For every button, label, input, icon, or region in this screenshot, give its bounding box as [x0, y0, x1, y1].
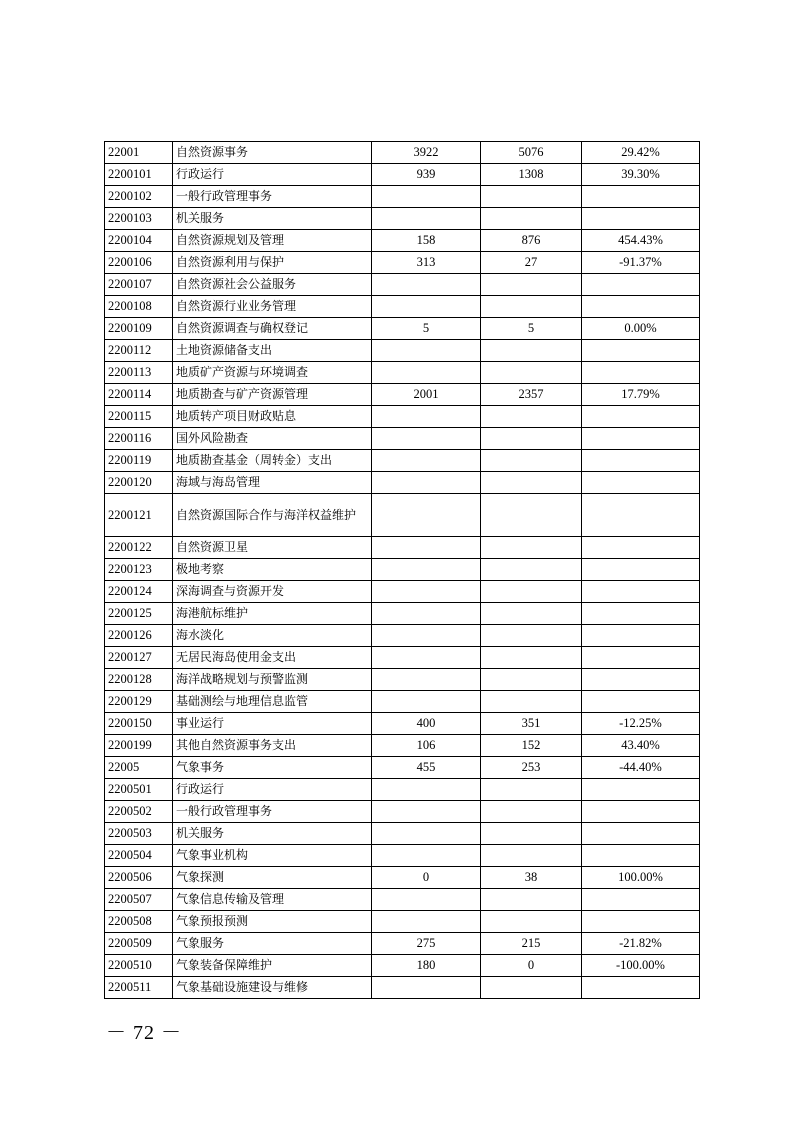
table-row	[105, 625, 700, 647]
change-rate-cell: -44.40%	[582, 757, 700, 779]
current-amount-cell	[481, 362, 582, 384]
current-amount-cell	[481, 801, 582, 823]
item-code-cell: 2200114	[105, 384, 173, 406]
current-amount-cell	[481, 472, 582, 494]
prev-year-amount-cell: 400	[372, 713, 481, 735]
item-code-cell: 2200506	[105, 867, 173, 889]
item-code-cell: 2200121	[105, 494, 173, 537]
item-name-cell: 海域与海岛管理	[173, 472, 372, 494]
item-name-cell: 自然资源行业业务管理	[173, 296, 372, 318]
prev-year-amount-cell: 2001	[372, 384, 481, 406]
table-row	[105, 713, 700, 735]
item-code-cell: 2200124	[105, 581, 173, 603]
current-amount-cell: 253	[481, 757, 582, 779]
table-row	[105, 955, 700, 977]
change-rate-cell	[582, 669, 700, 691]
prev-year-amount-cell	[372, 581, 481, 603]
change-rate-cell	[582, 581, 700, 603]
change-rate-cell	[582, 494, 700, 537]
item-name-cell: 一般行政管理事务	[173, 801, 372, 823]
table-row	[105, 867, 700, 889]
current-amount-cell: 876	[481, 230, 582, 252]
table-row	[105, 647, 700, 669]
prev-year-amount-cell	[372, 450, 481, 472]
prev-year-amount-cell: 939	[372, 164, 481, 186]
table-row	[105, 384, 700, 406]
item-code-cell: 2200129	[105, 691, 173, 713]
change-rate-cell	[582, 823, 700, 845]
item-code-cell: 2200199	[105, 735, 173, 757]
change-rate-cell	[582, 801, 700, 823]
change-rate-cell: 43.40%	[582, 735, 700, 757]
table-row	[105, 208, 700, 230]
prev-year-amount-cell	[372, 428, 481, 450]
table-row	[105, 735, 700, 757]
current-amount-cell	[481, 208, 582, 230]
prev-year-amount-cell: 106	[372, 735, 481, 757]
item-code-cell: 2200104	[105, 230, 173, 252]
change-rate-cell	[582, 559, 700, 581]
item-code-cell: 2200128	[105, 669, 173, 691]
item-code-cell: 2200122	[105, 537, 173, 559]
item-name-cell: 行政运行	[173, 779, 372, 801]
item-name-cell: 海洋战略规划与预警监测	[173, 669, 372, 691]
table-row	[105, 779, 700, 801]
prev-year-amount-cell	[372, 208, 481, 230]
table-row	[105, 362, 700, 384]
prev-year-amount-cell	[372, 889, 481, 911]
change-rate-cell	[582, 603, 700, 625]
table-row	[105, 230, 700, 252]
item-name-cell: 土地资源储备支出	[173, 340, 372, 362]
current-amount-cell	[481, 977, 582, 999]
prev-year-amount-cell	[372, 296, 481, 318]
item-name-cell: 气象装备保障维护	[173, 955, 372, 977]
table-row	[105, 889, 700, 911]
item-name-cell: 气象探测	[173, 867, 372, 889]
current-amount-cell	[481, 581, 582, 603]
item-code-cell: 2200125	[105, 603, 173, 625]
current-amount-cell	[481, 296, 582, 318]
item-code-cell: 2200113	[105, 362, 173, 384]
current-amount-cell	[481, 450, 582, 472]
change-rate-cell: -21.82%	[582, 933, 700, 955]
item-name-cell: 机关服务	[173, 823, 372, 845]
prev-year-amount-cell: 313	[372, 252, 481, 274]
item-name-cell: 海港航标维护	[173, 603, 372, 625]
prev-year-amount-cell: 5	[372, 318, 481, 340]
table-row	[105, 472, 700, 494]
current-amount-cell: 5076	[481, 142, 582, 164]
item-name-cell: 机关服务	[173, 208, 372, 230]
item-name-cell: 海水淡化	[173, 625, 372, 647]
budget-table	[104, 141, 700, 999]
change-rate-cell	[582, 647, 700, 669]
item-code-cell: 2200119	[105, 450, 173, 472]
table-row	[105, 603, 700, 625]
prev-year-amount-cell: 0	[372, 867, 481, 889]
current-amount-cell: 1308	[481, 164, 582, 186]
prev-year-amount-cell	[372, 845, 481, 867]
change-rate-cell	[582, 274, 700, 296]
current-amount-cell: 0	[481, 955, 582, 977]
prev-year-amount-cell	[372, 911, 481, 933]
current-amount-cell	[481, 779, 582, 801]
current-amount-cell: 152	[481, 735, 582, 757]
change-rate-cell	[582, 208, 700, 230]
item-name-cell: 行政运行	[173, 164, 372, 186]
item-code-cell: 2200511	[105, 977, 173, 999]
prev-year-amount-cell	[372, 801, 481, 823]
prev-year-amount-cell	[372, 186, 481, 208]
item-code-cell: 2200126	[105, 625, 173, 647]
change-rate-cell	[582, 472, 700, 494]
current-amount-cell	[481, 625, 582, 647]
item-code-cell: 2200103	[105, 208, 173, 230]
item-name-cell: 极地考察	[173, 559, 372, 581]
item-name-cell: 基础测绘与地理信息监管	[173, 691, 372, 713]
current-amount-cell	[481, 845, 582, 867]
prev-year-amount-cell: 455	[372, 757, 481, 779]
table-row	[105, 406, 700, 428]
table-row	[105, 428, 700, 450]
table-body	[105, 142, 700, 999]
table-row	[105, 823, 700, 845]
change-rate-cell: 17.79%	[582, 384, 700, 406]
table-row	[105, 559, 700, 581]
prev-year-amount-cell: 3922	[372, 142, 481, 164]
item-name-cell: 地质矿产资源与环境调查	[173, 362, 372, 384]
change-rate-cell	[582, 186, 700, 208]
current-amount-cell	[481, 537, 582, 559]
item-code-cell: 2200510	[105, 955, 173, 977]
table-row	[105, 977, 700, 999]
change-rate-cell	[582, 362, 700, 384]
item-name-cell: 地质勘查基金（周转金）支出	[173, 450, 372, 472]
current-amount-cell: 38	[481, 867, 582, 889]
current-amount-cell	[481, 559, 582, 581]
current-amount-cell	[481, 186, 582, 208]
item-code-cell: 2200507	[105, 889, 173, 911]
item-code-cell: 2200101	[105, 164, 173, 186]
item-code-cell: 2200116	[105, 428, 173, 450]
item-code-cell: 2200115	[105, 406, 173, 428]
table-row	[105, 801, 700, 823]
change-rate-cell	[582, 625, 700, 647]
prev-year-amount-cell	[372, 603, 481, 625]
current-amount-cell: 215	[481, 933, 582, 955]
current-amount-cell	[481, 494, 582, 537]
change-rate-cell	[582, 845, 700, 867]
item-code-cell: 2200504	[105, 845, 173, 867]
item-name-cell: 气象事务	[173, 757, 372, 779]
prev-year-amount-cell: 158	[372, 230, 481, 252]
current-amount-cell	[481, 406, 582, 428]
current-amount-cell	[481, 669, 582, 691]
item-name-cell: 国外风险勘查	[173, 428, 372, 450]
change-rate-cell: -91.37%	[582, 252, 700, 274]
prev-year-amount-cell	[372, 537, 481, 559]
item-name-cell: 深海调查与资源开发	[173, 581, 372, 603]
current-amount-cell	[481, 428, 582, 450]
table-row	[105, 581, 700, 603]
prev-year-amount-cell	[372, 669, 481, 691]
table-row	[105, 186, 700, 208]
current-amount-cell	[481, 274, 582, 296]
table-row	[105, 164, 700, 186]
item-code-cell: 2200107	[105, 274, 173, 296]
prev-year-amount-cell	[372, 625, 481, 647]
change-rate-cell: 29.42%	[582, 142, 700, 164]
table-row	[105, 933, 700, 955]
item-code-cell: 2200102	[105, 186, 173, 208]
table-row	[105, 318, 700, 340]
item-code-cell: 2200503	[105, 823, 173, 845]
table-row	[105, 691, 700, 713]
current-amount-cell: 351	[481, 713, 582, 735]
table-row	[105, 537, 700, 559]
table-row	[105, 274, 700, 296]
current-amount-cell	[481, 823, 582, 845]
table-row	[105, 845, 700, 867]
item-code-cell: 2200127	[105, 647, 173, 669]
item-name-cell: 地质转产项目财政贴息	[173, 406, 372, 428]
item-name-cell: 自然资源规划及管理	[173, 230, 372, 252]
change-rate-cell: -100.00%	[582, 955, 700, 977]
item-name-cell: 地质勘查与矿产资源管理	[173, 384, 372, 406]
table-row	[105, 252, 700, 274]
table-row	[105, 757, 700, 779]
current-amount-cell	[481, 340, 582, 362]
change-rate-cell	[582, 889, 700, 911]
item-name-cell: 气象预报预测	[173, 911, 372, 933]
item-code-cell: 22001	[105, 142, 173, 164]
item-name-cell: 气象信息传输及管理	[173, 889, 372, 911]
item-code-cell: 2200502	[105, 801, 173, 823]
current-amount-cell: 2357	[481, 384, 582, 406]
change-rate-cell	[582, 340, 700, 362]
item-name-cell: 事业运行	[173, 713, 372, 735]
change-rate-cell: 100.00%	[582, 867, 700, 889]
item-code-cell: 2200108	[105, 296, 173, 318]
prev-year-amount-cell	[372, 274, 481, 296]
page-number: － 72 －	[106, 1022, 182, 1044]
current-amount-cell	[481, 603, 582, 625]
item-name-cell: 自然资源调查与确权登记	[173, 318, 372, 340]
table-row	[105, 296, 700, 318]
change-rate-cell	[582, 406, 700, 428]
prev-year-amount-cell: 275	[372, 933, 481, 955]
prev-year-amount-cell	[372, 340, 481, 362]
item-code-cell: 2200123	[105, 559, 173, 581]
change-rate-cell: 454.43%	[582, 230, 700, 252]
item-code-cell: 2200106	[105, 252, 173, 274]
item-name-cell: 自然资源卫星	[173, 537, 372, 559]
change-rate-cell	[582, 977, 700, 999]
item-name-cell: 自然资源利用与保护	[173, 252, 372, 274]
prev-year-amount-cell	[372, 406, 481, 428]
change-rate-cell: 39.30%	[582, 164, 700, 186]
prev-year-amount-cell	[372, 691, 481, 713]
prev-year-amount-cell	[372, 559, 481, 581]
table-row	[105, 340, 700, 362]
item-code-cell: 2200150	[105, 713, 173, 735]
change-rate-cell	[582, 428, 700, 450]
prev-year-amount-cell	[372, 977, 481, 999]
item-name-cell: 自然资源社会公益服务	[173, 274, 372, 296]
prev-year-amount-cell	[372, 647, 481, 669]
item-code-cell: 2200508	[105, 911, 173, 933]
item-name-cell: 气象基础设施建设与维修	[173, 977, 372, 999]
change-rate-cell	[582, 911, 700, 933]
current-amount-cell: 5	[481, 318, 582, 340]
item-code-cell: 2200112	[105, 340, 173, 362]
table-row	[105, 669, 700, 691]
current-amount-cell	[481, 889, 582, 911]
table-row	[105, 450, 700, 472]
prev-year-amount-cell	[372, 472, 481, 494]
table-row	[105, 494, 700, 537]
item-name-cell: 自然资源国际合作与海洋权益维护	[173, 494, 372, 537]
item-name-cell: 一般行政管理事务	[173, 186, 372, 208]
current-amount-cell	[481, 911, 582, 933]
item-name-cell: 其他自然资源事务支出	[173, 735, 372, 757]
change-rate-cell	[582, 450, 700, 472]
table-row	[105, 142, 700, 164]
item-code-cell: 2200109	[105, 318, 173, 340]
current-amount-cell	[481, 691, 582, 713]
prev-year-amount-cell	[372, 823, 481, 845]
item-name-cell: 气象服务	[173, 933, 372, 955]
prev-year-amount-cell	[372, 494, 481, 537]
change-rate-cell	[582, 691, 700, 713]
change-rate-cell	[582, 537, 700, 559]
change-rate-cell: -12.25%	[582, 713, 700, 735]
item-name-cell: 无居民海岛使用金支出	[173, 647, 372, 669]
change-rate-cell	[582, 779, 700, 801]
item-name-cell: 自然资源事务	[173, 142, 372, 164]
current-amount-cell	[481, 647, 582, 669]
prev-year-amount-cell	[372, 779, 481, 801]
change-rate-cell: 0.00%	[582, 318, 700, 340]
prev-year-amount-cell: 180	[372, 955, 481, 977]
item-name-cell: 气象事业机构	[173, 845, 372, 867]
current-amount-cell: 27	[481, 252, 582, 274]
item-code-cell: 22005	[105, 757, 173, 779]
item-code-cell: 2200501	[105, 779, 173, 801]
item-code-cell: 2200509	[105, 933, 173, 955]
table-row	[105, 911, 700, 933]
item-code-cell: 2200120	[105, 472, 173, 494]
prev-year-amount-cell	[372, 362, 481, 384]
change-rate-cell	[582, 296, 700, 318]
